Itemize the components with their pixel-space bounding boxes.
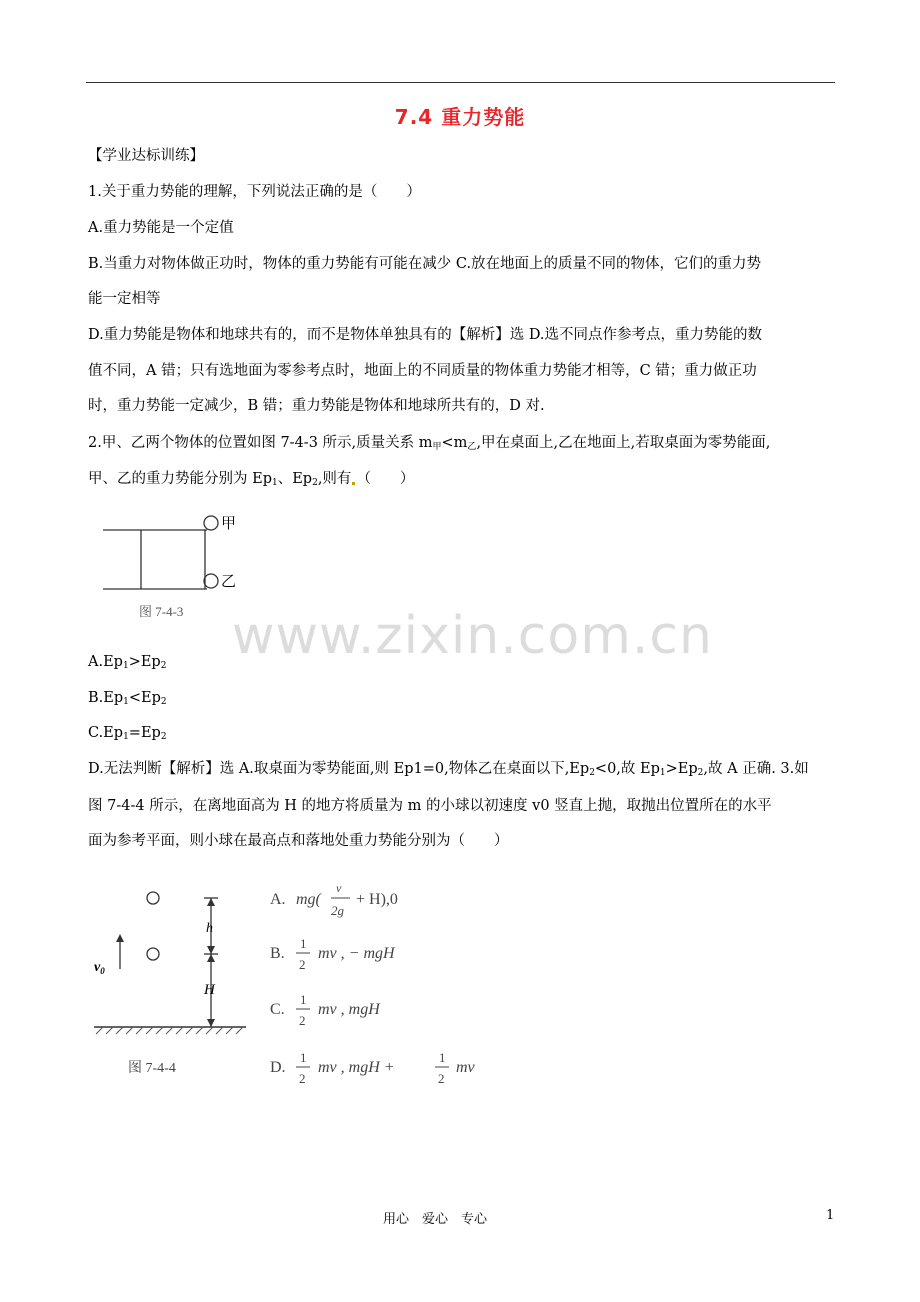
q1-option-a: A.重力势能是一个定值 (88, 220, 234, 236)
ground-hatching (96, 1027, 243, 1034)
ball-jia-icon (204, 516, 218, 530)
q1-stem: 1.关于重力势能的理解，下列说法正确的是（ ） (88, 184, 421, 200)
header-rule (86, 82, 835, 83)
q2-stem-line1: 2.甲、乙两个物体的位置如图 7-4-3 所示,质量关系 $m_甲<m_乙$,甲在桌面上,乙在地面上,若取桌面为零势能面, (88, 435, 771, 452)
q1-option-b-line2: 能一定相等 (88, 291, 161, 307)
section-heading: 【学业达标训练】 (88, 148, 204, 164)
label-yi: 乙 (221, 574, 237, 590)
q1-option-d-line1: D.重力势能是物体和地球共有的，而不是物体单独具有的【解析】选 D.选不同点作参考点，重力势能的数 (88, 327, 763, 343)
q3-option-a-numerator: v (336, 881, 342, 895)
q2-stem-line2: 甲、乙的重力势能分别为 $Ep_1$、$Ep_2$,则有 （ ） (88, 471, 415, 488)
q1-option-b-line1: B.当重力对物体做正功时，物体的重力势能有可能在减少 C.放在地面上的质量不同的物体，它们的重力势 (88, 256, 762, 272)
q3-option-d-half-den: 2 (299, 1071, 306, 1086)
q3-options (270, 881, 476, 1086)
q3-option-b-letter: B. (270, 945, 285, 962)
q3-option-c-half-den: 2 (299, 1013, 306, 1028)
q3-stem-line2: 面为参考平面，则小球在最高点和落地处重力势能分别为（ ） (88, 833, 509, 849)
H-label: H (204, 982, 215, 998)
q3-option-b-half-num: 1 (300, 936, 307, 951)
q2-option-c: $C.Ep_1=Ep_2$ (88, 725, 167, 742)
watermark: www.zixin.com.cn (232, 606, 713, 666)
ball-top-icon (147, 892, 159, 904)
q3-option-a-denominator: 2g (331, 903, 344, 918)
ball-launch-icon (147, 948, 159, 960)
q3-option-d-half-den-2: 2 (438, 1071, 445, 1086)
h-label: h (206, 921, 213, 936)
q1-option-d-line3: 时，重力势能一定减少，B 错；重力势能是物体和地球所共有的，D 对. (88, 398, 545, 414)
q3-option-d-half-num-2: 1 (439, 1050, 446, 1065)
figure-7-4-3 (95, 508, 255, 624)
footer-slogan: 用心 爱心 专心 (383, 1212, 488, 1227)
figure-caption-7-4-3: 图 7-4-3 (139, 604, 184, 619)
q3-option-c-tail: mv , mgH (318, 1001, 380, 1018)
page-number: 1 (826, 1208, 835, 1223)
q2-option-b: $B.Ep_1<Ep_2$ (88, 690, 167, 707)
q1-option-d-line2: 值不同，A 错；只有选地面为零参考点时，地面上的不同质量的物体重力势能才相等，C 错；重力做正功 (88, 363, 757, 379)
label-jia: 甲 (221, 516, 237, 532)
q3-option-a-tail: + H),0 (356, 891, 398, 908)
q2-option-a: $A.Ep_1>Ep_2$ (88, 654, 167, 671)
ball-yi-icon (204, 574, 218, 588)
q3-option-d-letter: D. (270, 1059, 286, 1076)
v0-label: $v_0$ (94, 960, 105, 976)
q3-option-b-tail: mv , − mgH (318, 945, 395, 962)
q3-option-c-letter: C. (270, 1001, 285, 1018)
q3-option-a-mg: mg( (296, 891, 321, 908)
figure-caption-7-4-4: 图 7-4-4 (128, 1061, 176, 1076)
q3-stem-line1: 图 7-4-4 所示，在离地面高为 H 的地方将质量为 m 的小球以初速度 v0 竖直上抛，取抛出位置所在的水平 (88, 798, 772, 814)
q3-option-d-tail-2: mv (456, 1059, 475, 1076)
q2-option-d-and-analysis: D.无法判断【解析】选 A.取桌面为零势能面,则 Ep1=0,物体乙在桌面以下$,Ep_2<0$,故 $Ep_1>Ep_2$,故 A 正确. 3.如 (88, 761, 809, 778)
figure-7-4-4 (86, 876, 506, 1096)
q3-option-c-half-num: 1 (300, 992, 307, 1007)
q3-option-d-tail: mv , mgH + (318, 1059, 395, 1076)
q3-option-a-letter: A. (270, 891, 286, 908)
page-title: 7.4 重力势能 (394, 105, 526, 129)
q3-option-b-half-den: 2 (299, 957, 306, 972)
q3-option-d-half-num: 1 (300, 1050, 307, 1065)
